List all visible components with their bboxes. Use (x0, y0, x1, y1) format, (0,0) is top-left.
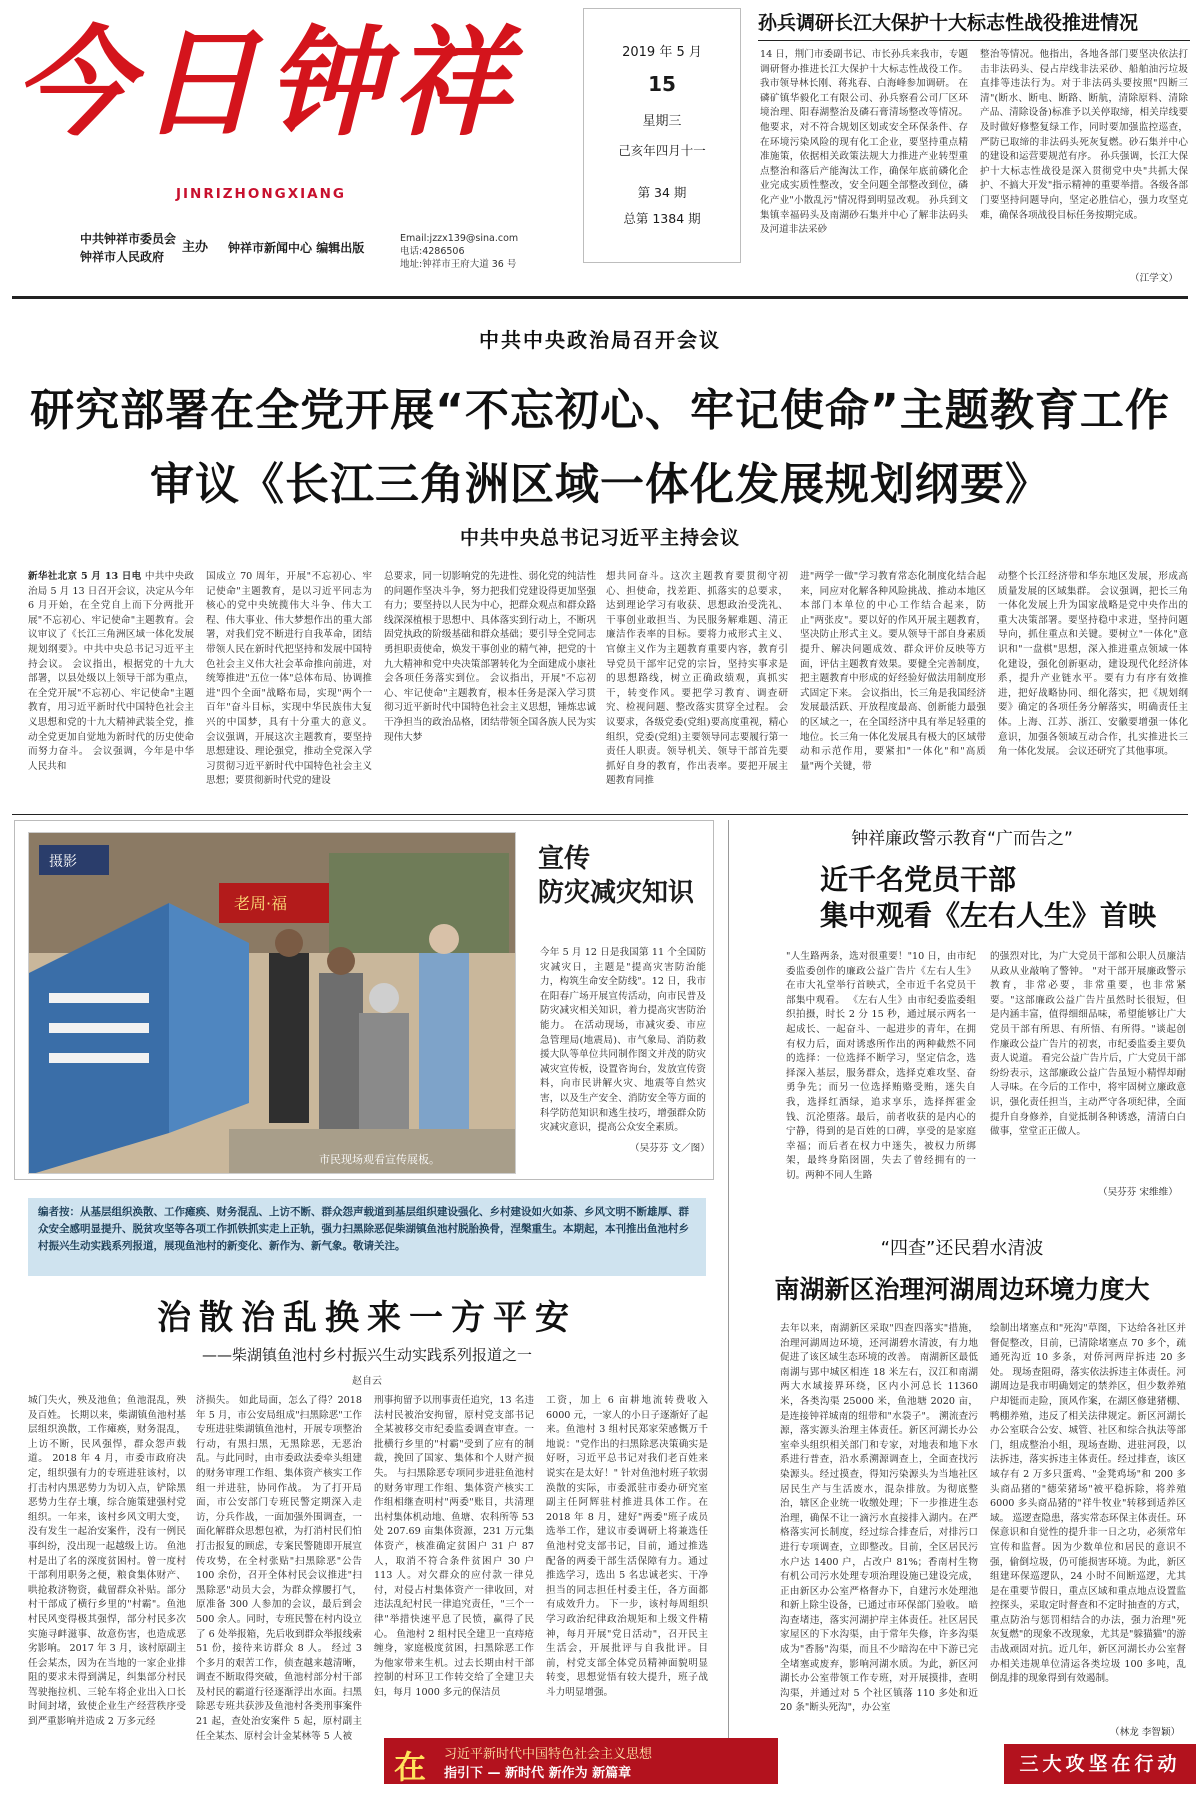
editor-note (28, 1198, 706, 1276)
issue-number: 第 34 期 (637, 185, 687, 200)
main-col3: 总要求，同一切影响党的先进性、弱化党的纯洁性的问题作坚决斗争，努力把我们党建设得更加坚强有力；要坚持以人民为中心，把群众观点和群众路线深深植根于思想中、具体落实到行动上，不断巩固党执政的阶级基础和群众基础；要引导全党同志勇担职责使命，焕发干事创业的精气神，把党的十九大精神和党中央决策部署转化为全面建成小康社会各项任务落实到位。 会议指出，开展"不忘初心、牢记使命"主题教育，根本任务是深入学习贯彻习近平新时代中国特色社会主义思想，锤炼忠诚干净担当的政治品格，团结带领全国各族人民为实现伟大梦 (384, 571, 596, 743)
village-subhead: ——柴湖镇鱼池村乡村振兴生动实践系列报道之一 (201, 1346, 532, 1364)
main-col1-text: 中共中央政治局 5 月 13 日召开会议，决定从今年 6 月开始，在全党自上而下分两批开展"不忘初心、牢记使命"主题教育。会议审议了《长江三角洲区域一体化发展规划纲要》。中共中央总书记习近平主持会议。 会议指出，根据党的十九大部署，以县处级以上领导干部为重点，在全党开展"不忘初心、牢记使命"主题教育，用习近平新时代中国特色社会主义思想和党的十九大精神武装全党，推动全党更加自觉地为新时代的历史使命而努力奋斗。 会议强调，今年是中华人民共和 (28, 571, 194, 772)
main-col1 (28, 570, 194, 810)
divider (12, 814, 1188, 815)
main-headline-1: 研究部署在全党开展“不忘初心、牢记使命”主题教育工作 (30, 385, 1170, 436)
publisher-line2: 钟祥市人民政府 (80, 250, 165, 264)
photo-story-title-2: 防灾减灾知识 (538, 878, 695, 908)
contact-block (400, 232, 518, 271)
main-col2: 国成立 70 周年，开展"不忘初心、牢记使命"主题教育，是以习近平同志为核心的党中央统揽伟大斗争、伟大工程、伟大事业、伟大梦想作出的重大部署，对我们党不断进行自我革命，团结带领人民在新时代把坚持和发展中国特色社会主义伟大社会革命推向前进，对统筹推进"五位一体"总体布局、协调推进"四个全面"战略布局，实现"两个一百年"奋斗目标，实现中华民族伟大复兴的中国梦，具有十分重大的意义。 会议强调，开展这次主题教育，要坚持思想建设、理论强党，推动全党深入学习贯彻习近平新时代中国特色社会主义思想；要贯彻新时代党的建设 (206, 571, 372, 787)
banner-bottom-line: 指引下 — 新时代 新作为 新篇章 (444, 1766, 632, 1781)
contact-phone: 电话:4286506 (400, 246, 465, 257)
main-col5: 进"两学一做"学习教育常态化制度化结合起来，同应对化解各种风险挑战、推动本地区本部门本单位的中心工作结合起来，防止"两张皮"。要以好的作风开展主题教育，坚决防止形式主义。要从领导干部自身素质提升、解决问题成效、群众评价反映等方面，评估主题教育效果。要健全完善制度，把主题教育中形成的好经验好做法用制度形式固定下来。 会议指出，长三角是我国经济发展最活跃、开放程度最高、创新能力最强的区域之一，在全国经济中具有举足轻重的地位。长三角一体化发展具有极大的区域带动和示范作用，要紧扣"一体化"和"高质量"两个关键，带 (800, 571, 986, 772)
river-kicker: “四查”还民碧水清波 (880, 1238, 1044, 1259)
top-right-col2: 整治等情况。他指出，各地各部门要坚决依法打击非法码头、侵占岸线非法采砂、船舶油污垃圾直排等违法行为。对于非法码头要按照"四断三清"(断水、断电、断路、断航，清除原料、清除产品、清除设备)标准予以关停取缔，相关岸线要及时做好修整复绿工作，同时要加强监控巡查，严防已取缔的非法码头死灰复燃。砂石集并中心的建设和运营要规范有序。 孙兵强调，长江大保护十大标志性战役是深入贯彻党中央"共抓大保护、不搞大开发"指示精神的重要举措。各级各部门要坚持问题导向，坚定必胜信心，强力攻坚克难，确保各项战役目标任务按期完成。 (980, 49, 1188, 221)
three-battles-banner: 三大攻坚在行动 (1004, 1744, 1196, 1784)
editor-note-label: 编者按： (38, 1206, 80, 1218)
anti-corruption-kicker: 钟祥廉政警示教育“广而告之” (851, 829, 1073, 849)
contact-address: 地址:钟祥市王府大道 36 号 (400, 259, 517, 270)
photo-story-byline: （吴芬芬 文／图） (630, 1143, 710, 1154)
main-col6: 动整个长江经济带和华东地区发展，形成高质量发展的区域集群。 会议强调，把长三角一体化发展上升为国家战略是党中央作出的重大决策部署。要坚持稳中求进，坚持问题导向，抓住重点和关键。要树立"一体化"意识和"一盘棋"思想，深入推进重点领域一体化建设，强化创新驱动，建设现代化经济体系，提升产业链水平。要有力有序有效推进，把好战略协同、细化落实，把《规划纲要》确定的各项任务分解落实，明确责任主体。上海、江苏、浙江、安徽要增强一体化意识，加强各领域互动合作，扎实推进长三角一体化发展。 会议还研究了其他事项。 (998, 571, 1188, 758)
masthead-calligraphy-logo (14, 14, 574, 144)
contact-email: Email:jzzx139@sina.com (400, 233, 519, 244)
publisher-role: 主办 (182, 240, 209, 255)
anti-corruption-byline: （吴芬芬 宋维维） (1098, 1187, 1178, 1198)
masthead-pinyin: JINRIZHONGXIANG (176, 186, 346, 202)
photo-sign-2: 老周·福 (234, 894, 288, 913)
river-byline: （林龙 李智颖） (1110, 1727, 1181, 1738)
top-right-byline: （江学文） (1130, 273, 1178, 284)
photo-story-title (534, 842, 694, 910)
anti-corruption-col1: "人生路两条，选对很重要！"10 日，由市纪委监委创作的廉政公益广告片《左右人生》在市大礼堂举行首映式，全市近千名党员干部集中观看。 《左右人生》由市纪委监委组织拍摄，时长 2 分 15 秒，通过展示两名一起成长、一起奋斗、一起进步的青年，在拥有权力后，面对诱惑所作出的两种截然不同的选择：一位选择不断学习，坚定信念，选择深入基层，服务群众，选择克难攻坚、奋勇争先；而另一位选择贿赂受贿，迷失自我，选择红酒绿，追求享乐，选择挥霍金钱、沉沦堕落。最后，前者收获的是内心的宁静，得到的是百姓的口碑，享受的是家庭幸福；而后者在权力中迷失，被权力所绑架，最终身陷囹圄，失去了曾经拥有的一切。两种不同人生路 (786, 951, 976, 1181)
date-day: 15 (648, 72, 676, 96)
banner-top-line: 习近平新时代中国特色社会主义思想 (444, 1747, 653, 1762)
top-right-headline: 孙兵调研长江大保护十大标志性战役推进情况 (758, 12, 1139, 34)
village-byline: 赵自云 (352, 1376, 382, 1387)
main-headline-2: 审议《长江三角洲区域一体化发展规划纲要》 (150, 459, 1050, 510)
date-box (583, 8, 741, 263)
editor-note-text: 从基层组织涣散、工作瘫痪、财务混乱、上访不断、群众怨声载道到基层组织建设强化、乡村建设如火如荼、乡风文明不断雄厚、群众安全感明显提升、脱贫攻坚等各项工作抓铁抓实走上正轨，强力扫黑除恶促柴湖镇鱼池村脱胎换骨，涅槃重生。本期起，本刊推出鱼池村乡村振兴生动实践系列报道，展现鱼池村的新变化、新作为、新气象。敬请关注。 (38, 1206, 689, 1252)
publisher-editor: 钟祥市新闻中心 编辑出版 (228, 241, 365, 255)
river-col2: 绘制出堵塞点和"死沟"草图，下达给各社区并督促整改，目前，已清除堵塞点 70 多个，疏通死沟近 10 多条，对侨河两岸拆违 20 多处。 现场查阻碍，落实依法拆违主体责任。河湖周边是我市明确划定的禁养区，但少数养殖户却铤而走险，顶风作案，在湖区修建猪棚、鸭棚养殖，违反了相关法律规定。新区河湖长办公室联合公安、城管、社区和综合执法等部门，组成整治小组，现场查勘、进驻河段，以法拆违，落实拆违主体责任。经过排查，该区域存有 2 万多只蛋鸡、"金凳鸡场"和 200 多头商品猪的"德荣猪场"被平稳拆除，将养殖 6000 多头商品猪的"祥牛牧业"转移到适养区域。 巡逻查隐患，落实常态环保主体责任。环保意识和自觉性的提升非一日之功，必须常年宣传和监督。因为少数单位和居民的意识不强，偷倒垃圾，仍可能损害环境。为此，新区组建环保巡逻队，24 小时不间断巡逻，尤其是在重要节假日，重点区域和重点地点设置监控探头，采取定时督查和不定时抽查的方式，重点防治与惩罚相结合的办法，强力治理"死灰复燃"的现象不改现象，尤其是"躲猫猫"的游击战顽固对抗。近几年，新区河湖长办公室督办相关违规单位清运各类垃圾 100 多吨，乱倒乱排的现象得到有效遏制。 (990, 1323, 1186, 1685)
masthead-logo (14, 14, 574, 144)
publisher-block (80, 230, 364, 266)
main-col4: 想共同奋斗。这次主题教育要贯彻守初心、担使命，找差距、抓落实的总要求，达到理论学习有收获、思想政治受洗礼、干事创业敢担当、为民服务解难题、清正廉洁作表率的目标。要将力戒形式主义、官僚主义作为主题教育重要内容，教育引导党员干部牢记党的宗旨，坚持实事求是的思想路线，树立正确政绩观，真抓实干，转变作风。要把学习教育、调查研究、检视问题、整改落实贯穿全过程。 会议要求，各级党委(党组)要高度重视，精心组织，党委(党组)主要领导同志要履行第一责任人职责。领导机关、领导干部首先要抓好自身的教育，作出表率。要把开展主题教育同推 (606, 571, 788, 787)
village-col3: 刑事拘留予以刑事责任追究，13 名违法村民被治安拘留，原村党支部书记全某被移交市纪委监委调查审查。一批横行乡里的"村霸"受到了应有的制裁，挽回了国家、集体和个人财产损失。 与扫黑除恶专项同步进驻鱼池村的财务审理工作组、集体资产核实工作组相继查明村"两委"账目，共清理出村集体机动地、鱼塘、农科所等 53 处 207.69 亩集体资源，231 万元集体资产，核准确定贫困户 31 户 87 人，取消不符合条件贫困户 30 户 113 人。对欠群众的应付款一律兑付，对侵占村集体资产一律收回，对违法乱纪村民一律追究责任，"三个一律"举措快速平息了民愤，赢得了民心。 鱼池村 2 组村民全建卫一直痔疮缠身，家庭极度贫困，扫黑除恶工作为他家带来生机。过去长期由村干部控制的村环卫工作转交给了全建卫夫妇，每月 1000 多元的保洁员 (374, 1395, 534, 1698)
main-subhead: 中共中央总书记习近平主持会议 (459, 527, 740, 549)
village-col2: 济损失。 如此局面，怎么了得？2018 年 5 月，市公安局组成"扫黑除恶"工作专班进驻柴湖镇鱼池村，开展专项整治行动，有黑扫黑，无黑除恶，无恶治乱。与此同时，由市委政法委牵头组建的财务审理工作组、集体资产核实工作组一并进驻，协同作战。 为了打开局面，市公安部门专班民警定期深入走访，分兵作战，一面加强外围调查，一面化解群众思想包袱，为打消村民们怕打击报复的顾虑，专案民警随即开展宣传攻势，在全村张贴"扫黑除恶"公告 100 余份，召开全体村民会议推进"扫黑除恶"动员大会，为群众撑腰打气，原准备 300 人参加的会议，最后到会 500 余人。同时，专班民警在村内设立了 6 处举报箱，先后收到群众举报线索 51 份，接待来访群众 8 人。 经过 3 个多月的艰苦工作，侦查越来越清晰，调查不断取得突破，鱼池村部分村干部及村民的霸道行径逐渐浮出水面。扫黑除恶专班共获涉及鱼池村各类刑事案件 21 起，查处治安案件 5 起，原村副主任全某杰、原村会计金某林等 5 人被 (196, 1395, 362, 1742)
masthead-logo-text: 今日钟祥 (14, 14, 519, 144)
anti-corruption-headline (820, 862, 1156, 934)
river-headline: 南湖新区治理河湖周边环境力度大 (774, 1275, 1150, 1304)
photo-sign-1: 摄影 (49, 854, 77, 870)
date-year-month: 2019 年 5 月 (622, 45, 702, 60)
photo-story-title-1: 宣传 (538, 844, 591, 874)
river-col1: 去年以来，南湖新区采取"四查四落实"措施，治理河湖周边环境，还河湖碧水清波，有力地促进了该区域生态环境的改善。 南湖新区最低南湖与郢中城区相连 18 米左右，汉江和南湖两大水域接界环绕，区内小河总长 11360 米，各类沟渠 25000 米，鱼池塘 2020 亩，是连接钟祥城南的纽带和"水袋子"。 溯流查污源，落实源头治理主体责任。新区河湖长办公室牵头组织相关部门和专家，对地表和地下水系进行普查，沿水系溯源调查上，全面查找污染源头。经过摸查，得知污染源头为当地社区居民生产与生活废水，混杂排放。为彻底整治，辖区企业统一收缴处理；下一步推进生态治理，确保不让一滴污水直接排入湖内。在严格落实河长制度，经过综合排查后，对排污口进行专项调查，立即整改。目前，全区居民污水户达 1400 户，占改户 81%；香南村生物有机公司污水处理专项治理设施已建设完成，正由新区办公室严格督办下，自建污水处理池和新上除尘设备，已通过市环保部门验收。 暗沟查堵违，落实河湖护岸主体责任。社区居民家屋区的下水沟渠，由于常年失修，许多沟渠成为"香肠"沟渠，而且不少暗沟在中下游已完全堵塞或废弃，影响河湖水质。为此，新区河湖长办公室带领工作专班，对开展摸排，查明沟渠，并通过对 5 个社区镇落 110 多处和近 20 条"断头死沟"，办公室 (780, 1323, 978, 1714)
village-headline: 治散治乱换来一方平安 (157, 1298, 577, 1338)
thought-banner (384, 1738, 778, 1784)
anti-corruption-col2: 的强烈对比，为广大党员干部和公职人员廉洁从政从业敲响了警钟。 "对干部开展廉政警示教育，非常必要，非常重要，也非常紧要。"这部廉政公益广告片虽然时长很短，但是内涵丰富，值得细细品味，希望能够让广大党员干部有所思、有所悟、有所得。"谈起创作廉政公益广告片的初衷，市纪委监委主要负责人说道。 看完公益广告片后，广大党员干部纷纷表示，这部廉政公益广告虽短小精悍却耐人寻味。在今后的工作中，将牢固树立廉政意识，强化责任担当，主动严守各项纪律，全面提升自身修养，自觉抵制各种诱惑，清清白白做事，堂堂正正做人。 (990, 951, 1186, 1138)
top-right-col1: 14 日，荆门市委副书记、市长孙兵来我市，专题调研督办推进长江大保护十大标志性战役工作。我市领导林长刚、蒋兆春、白海峰参加调研。 在磷矿镇华毅化工有限公司、孙兵察看公司厂区环境治理、阳春湖整治及磷石膏清场整改等情况。他要求，对不符合规划区划或安全环保条件、存在环境污染风险的现有化工企业，要坚持重点精准施策，依据相关政策法规大力推进产业转型重点整治和落后产能淘汰工作，确保年底前磷化企业完成实质性整改，安全问题全部整改到位，磷化产业"小散乱污"情况得到明显改观。 孙兵到文集镇幸福码头及南湖砂石集并中心了解非法码头及河道非法采砂 (760, 49, 968, 236)
news-photo (28, 832, 516, 1174)
column-divider (728, 820, 729, 1740)
anti-corruption-headline-2: 集中观看《左右人生》首映 (820, 899, 1157, 932)
masthead-rule (12, 296, 1188, 299)
village-col1: 城门失火，殃及池鱼；鱼池混乱，殃及百姓。 长期以来，柴湖镇鱼池村基层组织涣散，工作瘫痪，财务混乱，上访不断，民风强悍，群众怨声载道。 2018 年 4 月，市委市政府决定，组织强有力的专班进驻该村，以打击村内黑恶势力为切入点，铲除黑恶势力生存土壤，综合施策建强村党组织。一年来，该村乡风文明大变，没有发生一起治安案件，没有一例民事纠纷，没出现一起越级上访。 鱼池村是出了名的深度贫困村。曾一度村干部利用职务之便，粮食集体财产、哄抢救济物资，截留群众补贴。部分村干部成了横行乡里的"村霸"。鱼池村民风变得极其强悍，部分村民多次实施寻衅滋事、故意伤害，也造成恶劣影响。 2017 年 3 月，该村原副主任会某杰，因为在当地的一家企业排阻的要求未得到满足，纠集部分村民驾驶拖拉机、三轮车将企业出入口长时间封堵，致使企业生产经营秩序受到严重影响并造成 2 万多元经 (28, 1395, 186, 1728)
divider (758, 40, 1190, 41)
photo-illustration (29, 833, 516, 1174)
photo-story-body: 今年 5 月 12 日是我国第 11 个全国防灾减灾日，主题是"提高灾害防治能力，构筑生命安全防线"。12 日，我市在阳春广场开展宣传活动，向市民普及防灾减灾相关知识，着力提高灾害防治能力。 在活动现场，市减灾委、市应急管理局(地震局)、市气象局、消防救援大队等单位共同制作图文并茂的防灾减灾宣传板，设置咨询台，发放宣传资料，向市民讲解火灾、地震等自然灾害，以及生产安全、消防安全等方面的科学防范知识和逃生技巧，增强群众防灾减灾意识，提高公众安全素质。 (540, 947, 706, 1134)
banner-char: 在 (394, 1748, 427, 1786)
publisher-line1: 中共钟祥市委员会 (80, 232, 177, 246)
anti-corruption-headline-1: 近千名党员干部 (820, 863, 1017, 896)
photo-caption: 市民现场观看宣传展板。 (319, 1153, 440, 1166)
village-col4: 工资，加上 6 亩耕地流转费收入 6000 元，一家人的小日子逐渐好了起来。鱼池村 3 组村民郑家荣感慨万千地说："党作出的扫黑除恶决策确实是好呀，习近平总书记对我们老百姓来说实在是太好！" 针对鱼池村班子软弱涣散的实际，市委派驻市委办研究室副主任阿辉驻村推进具体工作。在 2018 年 8 月，建好"两委"班子成员选举工作，建议市委调研上将兼选任鱼池村党支部书记，目前，通过推选配备的两委干部生活保障有力。通过推选学习，选出 5 名忠诚老实、干净担当的同志担任村委主任，各方面都有成效升力。 下一步，该村每周组织学习政治纪律政治规矩和上级文件精神，每月开展"党日活动"，召开民主生活会，开展批评与自我批评。目前，村党支部全体党员精神面貌明显转变，思想觉悟有较大提升，班子战斗力明显增强。 (546, 1395, 708, 1698)
total-issue-number: 总第 1384 期 (623, 211, 701, 226)
date-lunar: 己亥年四月十一 (618, 143, 706, 158)
date-weekday: 星期三 (642, 114, 682, 129)
main-kicker: 中共中央政治局召开会议 (479, 328, 721, 352)
main-dateline: 新华社北京 5 月 13 日电 (28, 571, 142, 582)
